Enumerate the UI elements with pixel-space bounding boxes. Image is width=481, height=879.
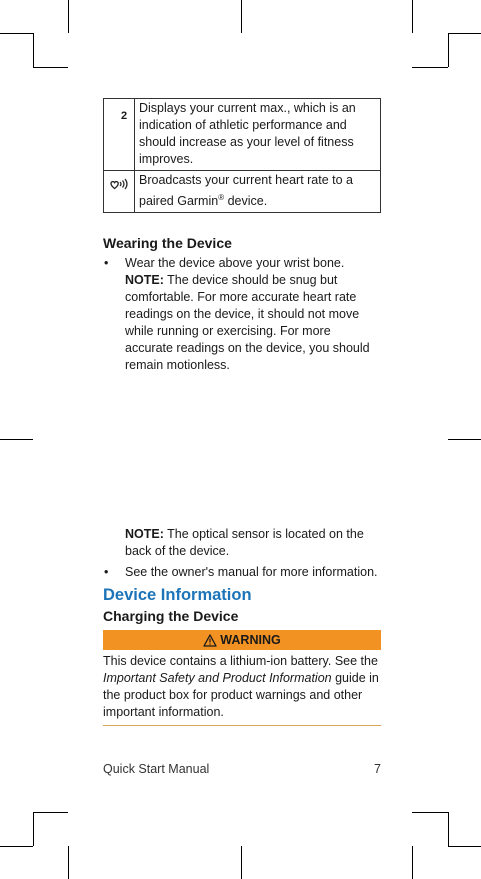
crop-mark	[68, 0, 69, 33]
crop-mark	[448, 846, 481, 847]
list-item	[103, 564, 381, 581]
note-text: The optical sensor is located on the back of the device.	[125, 527, 364, 559]
note	[125, 526, 381, 560]
crop-mark	[448, 812, 449, 846]
subsection-heading: Charging the Device	[103, 608, 239, 625]
crop-mark	[0, 439, 33, 440]
crop-mark	[448, 33, 481, 34]
crop-mark	[241, 846, 242, 879]
crop-mark	[33, 33, 34, 67]
section-heading: Device Information	[103, 586, 252, 605]
crop-mark	[241, 0, 242, 33]
warning-text: guide in the product box for product warnings and other important information.	[103, 671, 379, 720]
page-content	[103, 98, 381, 726]
crop-mark	[0, 33, 33, 34]
table-description: Displays your current max., which is an indication of athletic performance and should increase as your level of fitness improves.	[135, 99, 381, 171]
broadcast-heart-icon	[107, 177, 131, 193]
note-label: NOTE:	[125, 273, 164, 288]
warning-label: WARNING	[220, 633, 281, 648]
table-description	[135, 171, 381, 213]
page-footer	[103, 762, 381, 776]
crop-mark	[412, 812, 448, 813]
crop-mark	[412, 0, 413, 33]
crop-mark	[33, 67, 68, 68]
note	[125, 272, 381, 374]
crop-mark	[68, 846, 69, 879]
bullet: •	[104, 256, 109, 271]
warning-paragraph	[103, 653, 381, 721]
warning-banner	[103, 630, 381, 650]
list-item-text: See the owner's manual for more information.	[125, 565, 378, 580]
table-description-text: Broadcasts your current heart rate to a paired Garmin	[139, 173, 353, 209]
section-heading: Wearing the Device	[103, 235, 232, 252]
table-description-text: device.	[224, 194, 268, 209]
figure-space	[103, 374, 381, 526]
warning-text: This device contains a lithium-ion battery. See the	[103, 654, 378, 669]
crop-mark	[0, 846, 33, 847]
icon-description-table	[103, 98, 381, 213]
table-row	[104, 171, 381, 213]
registered-mark: ®	[218, 193, 225, 202]
crop-mark	[412, 67, 448, 68]
list-item	[103, 255, 381, 374]
crop-mark	[412, 846, 413, 879]
divider	[103, 725, 381, 726]
document-reference: Important Safety and Product Information	[103, 671, 332, 686]
page-number: 7	[374, 762, 381, 776]
table-row	[104, 99, 381, 171]
table-icon-cell	[104, 171, 135, 213]
warning-triangle-icon	[203, 634, 217, 647]
note-label: NOTE:	[125, 527, 164, 542]
bullet: •	[104, 565, 109, 580]
list-item-continuation	[103, 526, 381, 560]
crop-mark	[448, 439, 481, 440]
row-number: 2	[120, 110, 128, 122]
crop-mark	[33, 812, 34, 846]
table-icon-cell	[104, 99, 135, 171]
footer-title: Quick Start Manual	[103, 762, 210, 776]
crop-mark	[448, 33, 449, 67]
note-text: The device should be snug but comfortable. For more accurate heart rate readings on the device, it should not move while running or exercising. For more accurate readings on the device, you should remain motionless.	[125, 273, 370, 373]
list-item-text: Wear the device above your wrist bone.	[125, 256, 345, 271]
crop-mark	[33, 812, 68, 813]
